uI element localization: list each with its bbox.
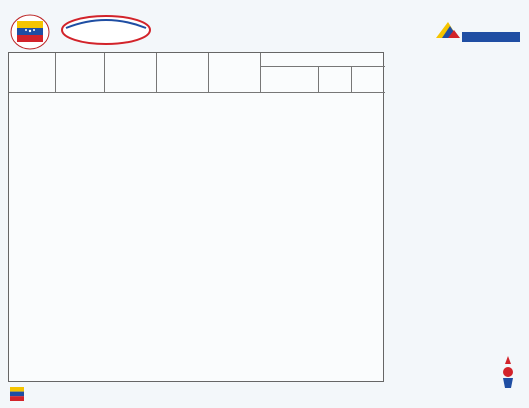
national-seal-icon [9,13,51,51]
inameh-logo [60,14,152,46]
col-header-city [261,67,319,93]
flag-icon [10,387,24,401]
col-header-tmax [319,67,352,93]
bicentennial-badge [493,352,523,402]
footer-government [10,385,270,405]
col-header-afternoon [157,53,209,93]
col-header-region [9,53,56,93]
col-header-tmin [352,67,385,93]
col-header-map [56,53,105,93]
mision-cuadrantes-logo [428,12,524,48]
forecast-table [8,52,384,382]
col-header-night [209,53,261,93]
col-header-temps [261,53,385,67]
col-header-morning [105,53,157,93]
